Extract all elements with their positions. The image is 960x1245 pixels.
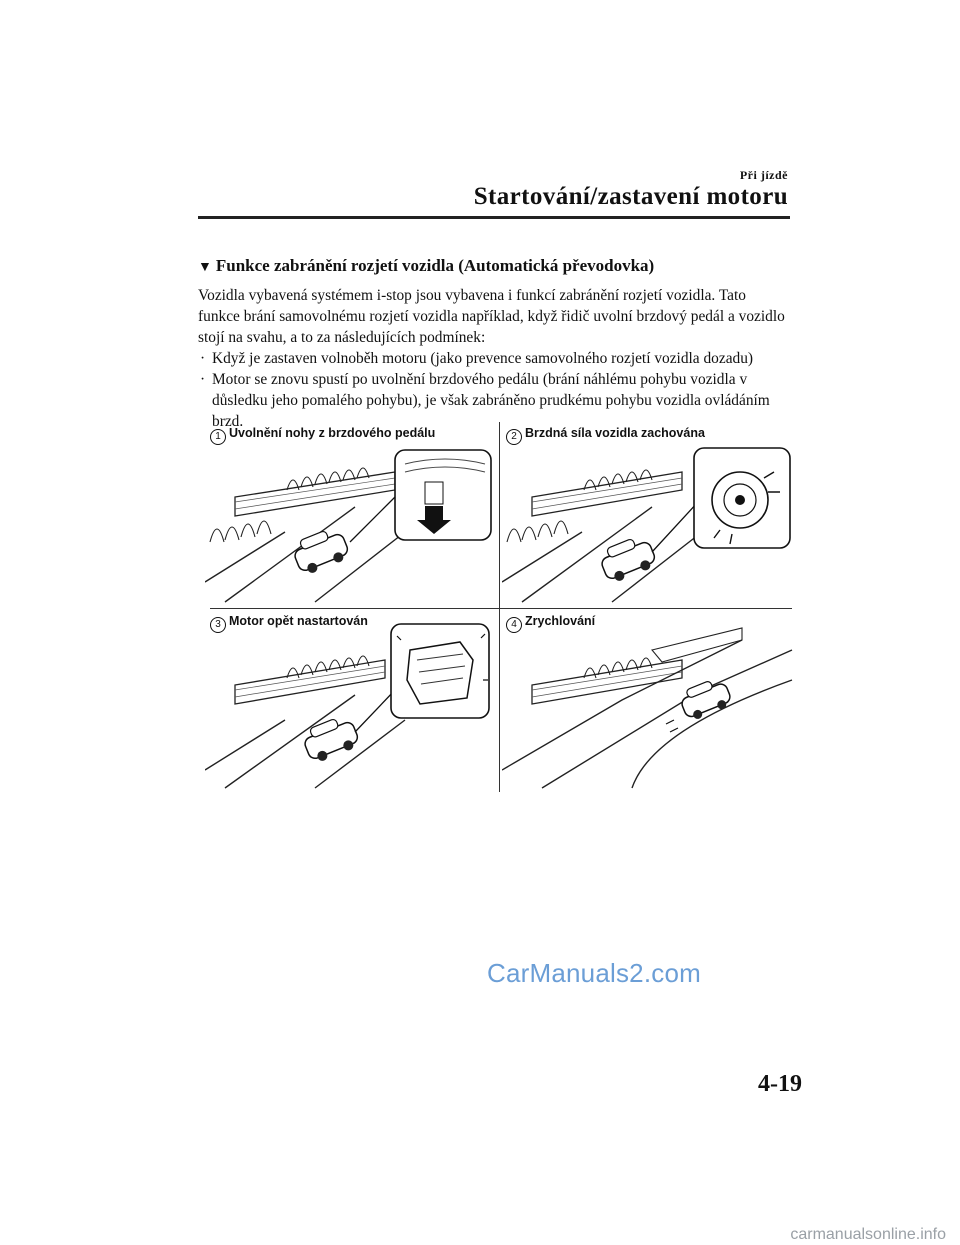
triangle-marker-icon: ▼ [198,260,212,275]
car-icon [677,676,733,723]
watermark-logo: CarManuals2.com [487,958,701,988]
section-label: Při jízdě [739,168,788,182]
illustration-brake-held [502,442,794,604]
scene-svg [205,442,497,604]
caption-text: Brzdná síla vozidla zachována [525,426,705,440]
footer-link[interactable]: carmanualsonline.info [790,1226,946,1243]
figure-divider-vertical [499,422,500,792]
illustration-acceleration [502,620,794,790]
car-icon [290,525,351,577]
caption-text: Zrychlování [525,614,596,628]
panel-number: 4 [506,617,522,633]
heading-text: Funkce zabránění rozjetí vozidla (Automatická převodovka) [215,256,655,275]
caption-text: Motor opět nastartován [229,614,368,628]
illustration-engine-restart [205,620,497,790]
page-number: 4-19 [758,1071,802,1097]
bullet-dot: · [200,350,206,367]
intro-paragraph: Vozidla vybavená systémem i-stop jsou vybavena i funkcí zabránění rozjetí vozidla. Tato funkce brání samovolnému rozjetí vozidla například, když řidič uvolní brzdový pedál a vozidlo stojí na svahu, a to za následujících podmínek: [198,287,785,346]
bullet-item [200,348,790,369]
subsection-heading [198,256,654,276]
panel-number: 3 [210,617,226,633]
scene-svg [502,442,794,604]
bullet-text: Když je zastaven volnoběh motoru (jako prevence samovolného rozjetí vozidla dozadu) [212,350,754,367]
page-title: Startování/zastavení motoru [473,183,788,210]
panel-number: 1 [210,429,226,445]
bullet-item [200,369,790,432]
engine-icon [407,642,473,704]
bullet-text: Motor se znovu spustí po uvolnění brzdového pedálu (brání náhlému pohybu vozidla v důsledku jeho pomalého pohybu), je však zabráněno prudkému pohybu vozidla ovládáním brzd. [212,371,770,430]
figure-divider-horizontal [210,608,792,609]
panel-number: 2 [506,429,522,445]
caption-text: Uvolnění nohy z brzdového pedálu [229,426,436,440]
illustration-release-brake [205,442,497,604]
header-divider [198,216,790,219]
car-icon [300,713,361,765]
bullet-dot: · [200,371,206,388]
scene-svg [502,620,794,790]
scene-svg [205,620,497,790]
